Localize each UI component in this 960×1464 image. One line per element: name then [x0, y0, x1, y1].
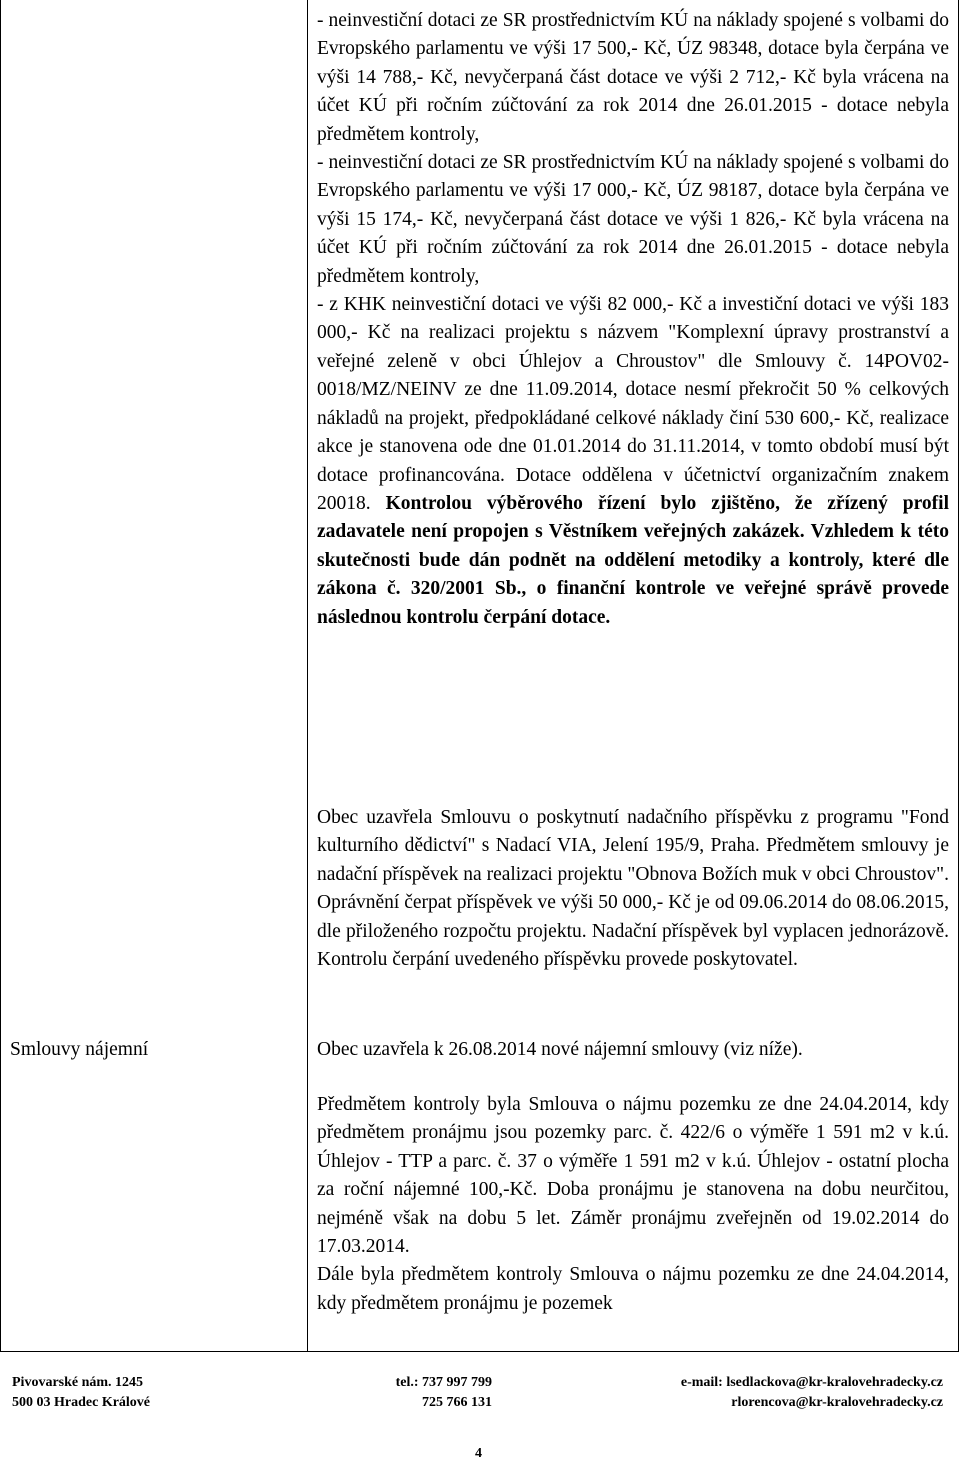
footer-email	[625, 1373, 943, 1413]
nadacni-prispevek-text: Obec uzavřela Smlouvu o poskytnutí nadačního příspěvku z programu "Fond kulturního dědictví" s Nadací VIA, Jelení 195/9, Praha. Předmětem smlouvy je nadační příspěvek na realizaci projektu "Obnova Božích muk v obci Chroustov". Oprávnění čerpat příspěvek ve výši 50 000,- Kč je od 09.06.2014 do 08.06.2015, dle přiloženého rozpočtu projektu. Nadační příspěvek byl vyplacen jednorázově. Kontrolu čerpání uvedeného příspěvku provede poskytovatel.	[317, 807, 949, 971]
najemni-smlouva-2: Dále byla předmětem kontroly Smlouva o nájmu pozemku ze dne 24.04.2014, kdy předmětem pronájmu je pozemek	[317, 1264, 949, 1314]
dotace-item-1: - neinvestiční dotaci ze SR prostřednictvím KÚ na náklady spojené s volbami do Evropského parlamentu ve výši 17 500,- Kč, ÚZ 98348, dotace byla čerpána ve výši 14 788,- Kč, nevyčerpaná část dotace ve výši 2 712,- Kč byla vrácena na účet KÚ při ročním zúčtování za rok 2014 dne 26.01.2015 - dotace nebyla předmětem kontroly,	[317, 10, 949, 145]
footer-email-1[interactable]: e-mail: lsedlackova@kr-kralovehradecky.cz	[680, 1375, 943, 1390]
table-border-bottom	[0, 1351, 959, 1352]
footer-street: Pivovarské nám. 1245	[12, 1375, 144, 1390]
dotace-item-2: - neinvestiční dotaci ze SR prostřednictvím KÚ na náklady spojené s volbami do Evropského parlamentu ve výši 17 000,- Kč, ÚZ 98187, dotace byla čerpána ve výši 15 174,- Kč, nevyčerpaná část dotace ve výši 1 826,- Kč byla vrácena na účet KÚ při ročním zúčtování za rok 2014 dne 26.01.2015 - dotace nebyla předmětem kontroly,	[317, 152, 949, 287]
table-border-right	[958, 0, 959, 1352]
najemni-smlouva-1: Předmětem kontroly byla Smlouva o nájmu pozemku ze dne 24.04.2014, kdy předmětem pronájmu jsou pozemky parc. č. 422/6 o výměře 1 591 m2 v k.ú. Úhlejov - TTP a parc. č. 37 o výměře 1 591 m2 v k.ú. Úhlejov - ostatní plocha za roční nájemné 100,-Kč. Doba pronájmu je stanovena na dobu neurčitou, nejméně však na dobu 5 let. Záměr pronájmu zveřejněn od 19.02.2014 do 17.03.2014.	[317, 1094, 949, 1258]
footer-phone	[376, 1373, 492, 1413]
footer-city: 500 03 Hradec Králové	[12, 1395, 151, 1410]
dotace-item-3	[317, 291, 949, 632]
dotace-item-3-text: - z KHK neinvestiční dotaci ve výši 82 000,- Kč a investiční dotaci ve výši 183 000,- Kč na realizaci projektu s názvem "Komplexní úpravy prostranství a veřejné zeleně v obci Úhlejov a Chroustov" dle Smlouvy č. 14POV02-0018/MZ/NEINV ze dne 11.09.2014, dotace nesmí překročit 50 % celkových nákladů na projekt, předpokládané celkové náklady činí 530 600,- Kč, realizace akce je stanovena ode dne 01.01.2014 do 31.11.2014, v tomto období musí být dotace profinancována. Dotace oddělena v účetnictví organizačním znakem 20018.	[317, 294, 949, 514]
table-column-divider	[307, 0, 308, 1352]
kontrola-finding: Kontrolou výběrového řízení bylo zjištěno, že zřízený profil zadavatele není propojen s Věstníkem veřejných zakázek. Vzhledem k této skutečnosti bude dán podnět na oddělení metodiky a kontroly, které dle zákona č. 320/2001 Sb., o finanční kontrole ve veřejné správě provede následnou kontrolu čerpání dotace.	[317, 492, 950, 628]
section-najemni-detail	[317, 1091, 949, 1318]
section-nadacni-prispevek	[317, 804, 949, 974]
table-border-left	[0, 0, 1, 1352]
section-dotace	[317, 7, 949, 632]
row-label-smlouvy-najemni: Smlouvy nájemní	[10, 1039, 149, 1060]
section-najemni-smlouvy	[317, 1036, 949, 1064]
najemni-intro: Obec uzavřela k 26.08.2014 nové nájemní smlouvy (viz níže).	[317, 1039, 803, 1060]
footer-tel-1: tel.: 737 997 799	[395, 1375, 492, 1390]
footer-tel-2: 725 766 131	[422, 1395, 492, 1410]
footer-address	[12, 1373, 150, 1413]
footer-email-2[interactable]: rlorencova@kr-kralovehradecky.cz	[731, 1395, 943, 1410]
page-number: 4	[475, 1446, 482, 1461]
